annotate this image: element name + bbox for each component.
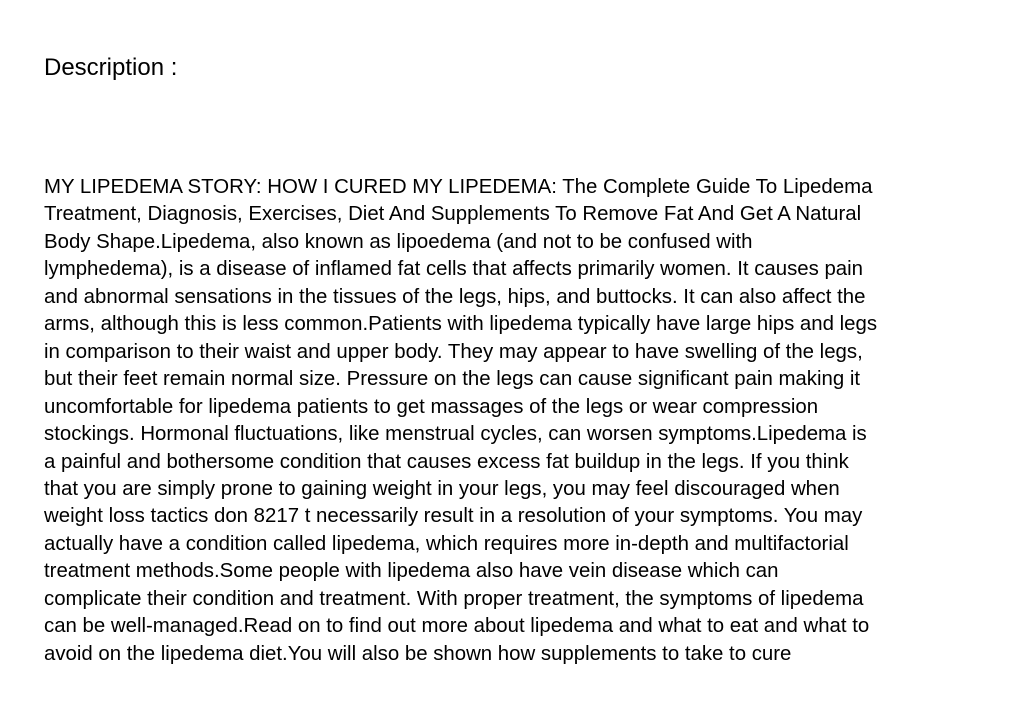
description-line: in comparison to their waist and upper body. They may appear to have swelling of the legs, (44, 340, 863, 363)
description-line: MY LIPEDEMA STORY: HOW I CURED MY LIPEDEMA: The Complete Guide To Lipedema (44, 176, 873, 198)
description-line: weight loss tactics don 8217 t necessarily result in a resolution of your symptoms. You may (44, 505, 863, 528)
description-line: avoid on the lipedema diet.You will also be shown how supplements to take to cure (44, 642, 792, 665)
description-body (44, 174, 877, 668)
description-line: a painful and bothersome condition that causes excess fat buildup in the legs. If you think (44, 450, 849, 473)
description-line: lymphedema), is a disease of inflamed fat cells that affects primarily women. It causes pain (44, 258, 864, 281)
description-line: arms, although this is less common.Patients with lipedema typically have large hips and legs (44, 313, 878, 336)
description-line: can be well-managed.Read on to find out more about lipedema and what to eat and what to (44, 615, 870, 638)
description-line: Treatment, Diagnosis, Exercises, Diet And Supplements To Remove Fat And Get A Natural (44, 203, 862, 226)
description-line: actually have a condition called lipedema, which requires more in-depth and multifactorial (44, 532, 849, 555)
description-line: complicate their condition and treatment. With proper treatment, the symptoms of lipedema (44, 587, 864, 610)
description-line: treatment methods.Some people with lipedema also have vein disease which can (44, 560, 779, 583)
description-line: but their feet remain normal size. Pressure on the legs can cause significant pain making it (44, 368, 861, 391)
description-line: Body Shape.Lipedema, also known as lipoedema (and not to be confused with (44, 230, 753, 253)
description-line: that you are simply prone to gaining weight in your legs, you may feel discouraged when (44, 477, 840, 500)
description-line: stockings. Hormonal fluctuations, like menstrual cycles, can worsen symptoms.Lipedema is (44, 423, 867, 446)
page-title: Description : (44, 54, 178, 81)
description-line: uncomfortable for lipedema patients to get massages of the legs or wear compression (44, 395, 819, 418)
description-line: and abnormal sensations in the tissues of the legs, hips, and buttocks. It can also affect the (44, 285, 866, 308)
